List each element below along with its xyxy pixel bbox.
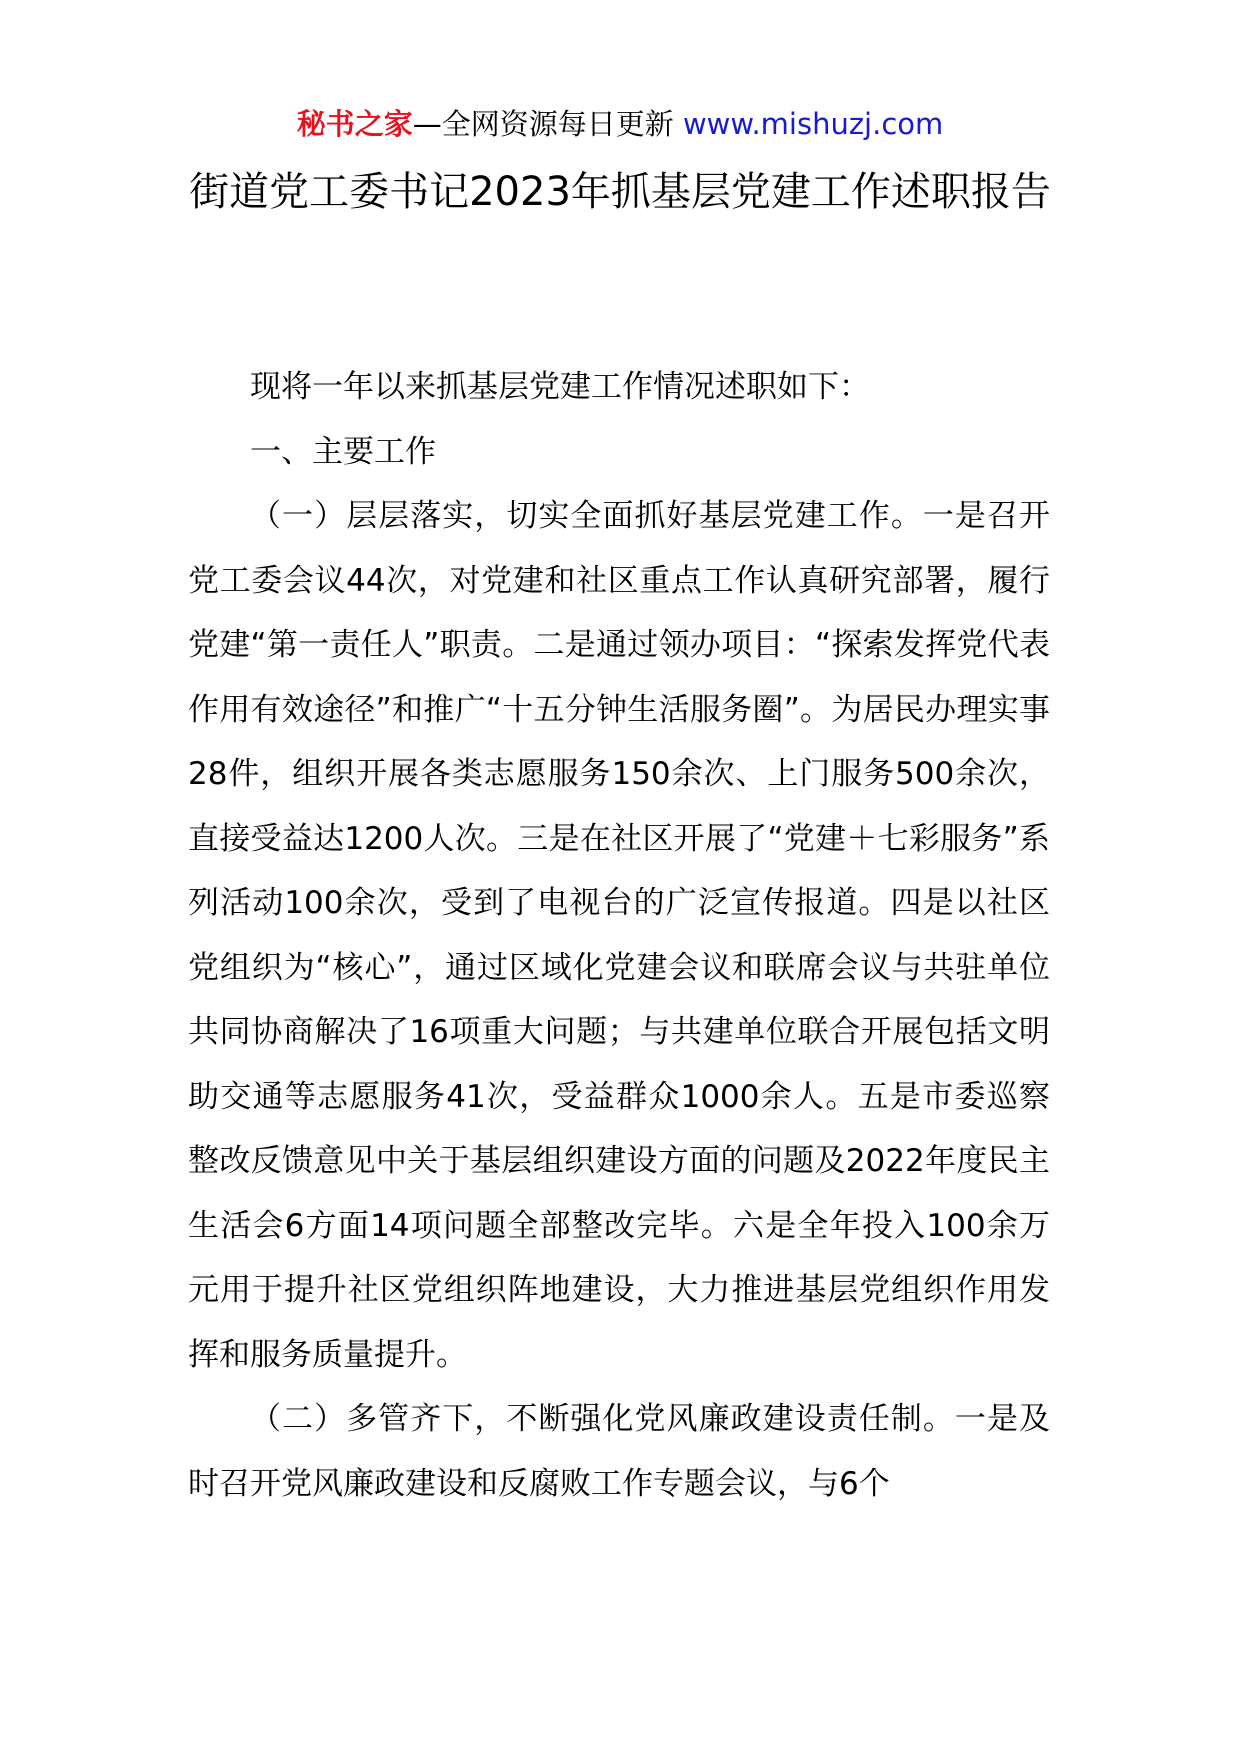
brand-name: 秘书之家 <box>296 107 413 141</box>
site-url-link[interactable]: www.mishuzj.com <box>682 107 944 141</box>
body-paragraph: （二）多管齐下，不断强化党风廉政建设责任制。一是及时召开党风廉政建设和反腐败工作专题会议，与6个 <box>188 1401 1050 1502</box>
header-tagline: —全网资源每日更新 <box>412 107 674 141</box>
site-header <box>0 100 1240 148</box>
intro-paragraph: 现将一年以来抓基层党建工作情况述职如下： <box>250 369 870 405</box>
body-paragraph: （一）层层落实，切实全面抓好基层党建工作。一是召开党工委会议44次，对党建和社区重点工作认真研究部署，履行党建“第一责任人”职责。二是通过领办项目：“探索发挥党代表作用有效途径”和推广“十五分钟生活服务圈”。为居民办理实事28件，组织开展各类志愿服务150余次、上门服务500余次，直接受益达1200人次。三是在社区开展了“党建＋七彩服务”系列活动100余次，受到了电视台的广泛宣传报道。四是以社区党组织为“核心”，通过区域化党建会议和联席会议与共驻单位共同协商解决了16项重大问题；与共建单位联合开展包括文明助交通等志愿服务41次，受益群众1000余人。五是市委巡察整改反馈意见中关于基层组织建设方面的问题及2022年度民主生活会6方面14项问题全部整改完毕。六是全年投入100余万元用于提升社区党组织阵地建设，大力推进基层党组织作用发挥和服务质量提升。 <box>188 498 1050 1373</box>
document-title: 街道党工委书记2023年抓基层党建工作述职报告 <box>189 169 1051 215</box>
document-body <box>188 355 1050 1516</box>
section-heading: 一、主要工作 <box>250 433 436 470</box>
